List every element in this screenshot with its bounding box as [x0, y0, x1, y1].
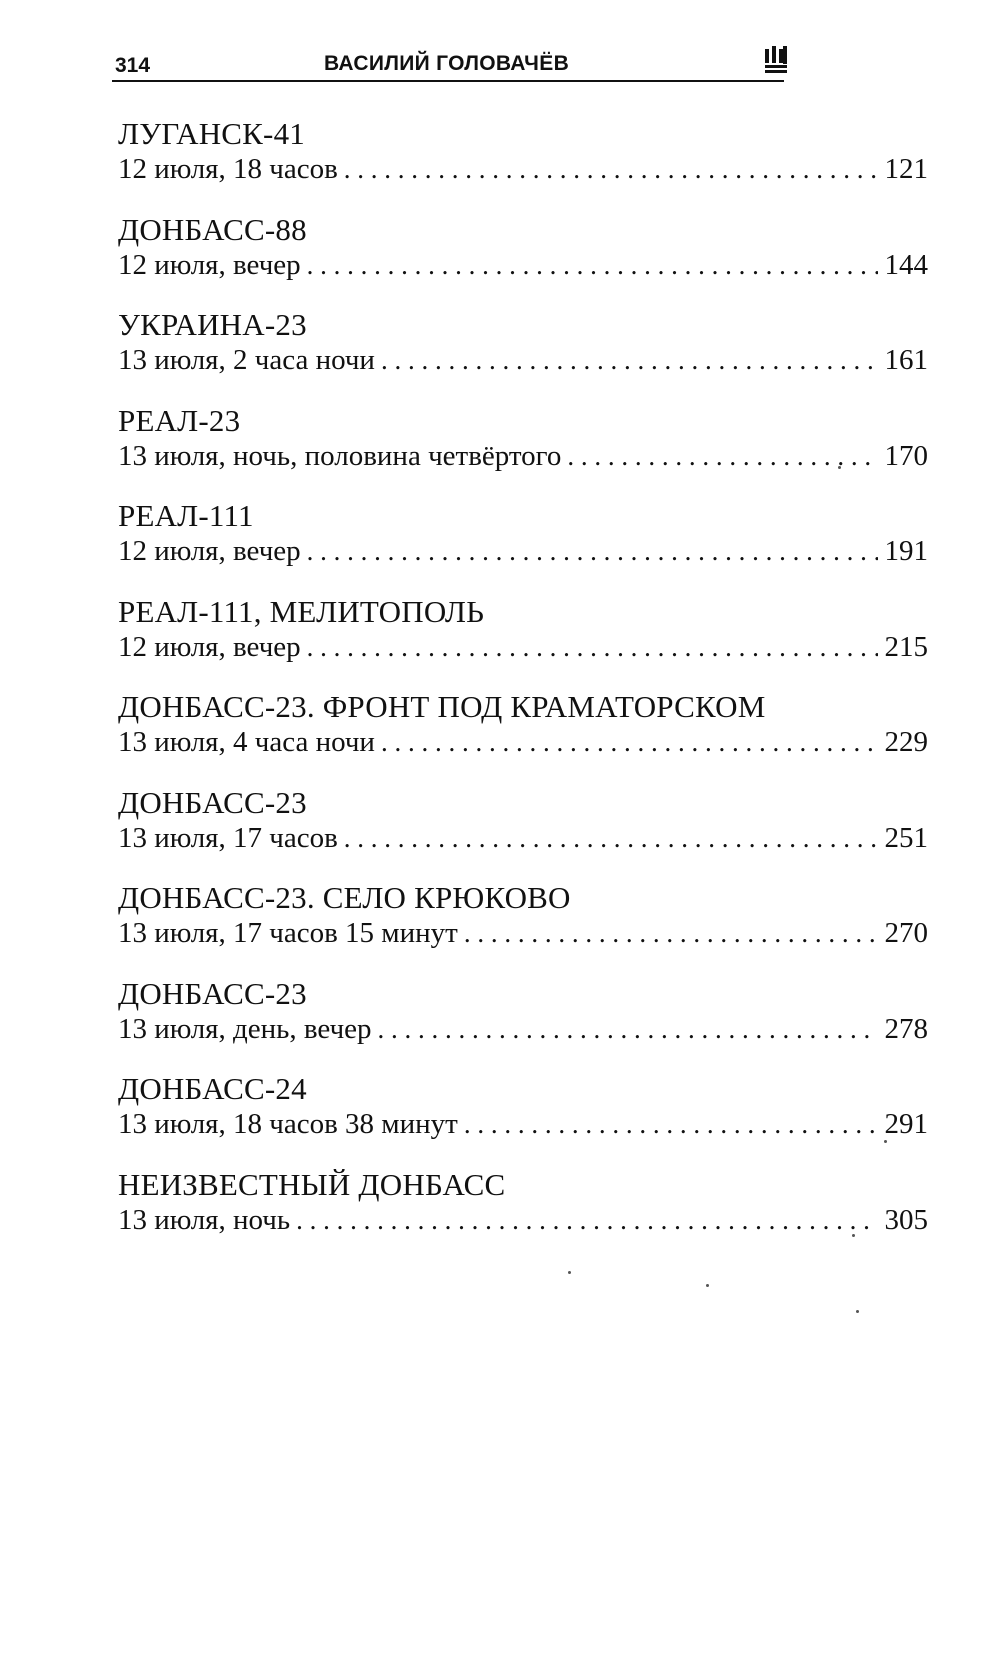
- toc-entry-line: [118, 248, 928, 283]
- toc-entry-subtitle: 12 июля, 18 часов: [118, 153, 338, 185]
- toc-entry: [118, 880, 928, 976]
- page-header: [112, 44, 784, 82]
- toc-entry-line: [118, 534, 928, 569]
- toc-entry-line: [118, 1203, 928, 1238]
- toc-entry: [118, 403, 928, 499]
- toc-entry-line: [118, 439, 928, 474]
- toc-entry-title: ДОНБАСС-88: [118, 211, 307, 247]
- toc-entry-page: 229: [884, 726, 928, 758]
- toc-entry-subtitle: 13 июля, 4 часа ночи: [118, 726, 375, 758]
- toc-entry: [118, 1071, 928, 1167]
- toc-entry-page: 278: [884, 1012, 928, 1045]
- toc-entry-subtitle: 13 июля, ночь: [118, 1203, 291, 1236]
- dot-leader: [344, 821, 878, 856]
- toc-entry-page: 305: [884, 1203, 928, 1236]
- toc-entry-line: [118, 152, 928, 187]
- toc-entry-page: 191: [884, 535, 928, 567]
- toc-entry-subtitle: 12 июля, вечер: [118, 248, 301, 281]
- toc-entry-title: ДОНБАСС-23: [118, 784, 307, 820]
- dot-leader: [464, 916, 878, 951]
- toc-entry-line: [118, 821, 928, 856]
- toc-entry-subtitle: 13 июля, ночь, половина четвёртого: [118, 439, 562, 472]
- dot-leader: [307, 630, 878, 665]
- toc-entry-title: РЕАЛ-111, МЕЛИТОПОЛЬ: [118, 593, 485, 629]
- toc-entry: [118, 785, 928, 881]
- dot-leader: [344, 152, 878, 187]
- toc-entry-subtitle: 13 июля, 17 часов 15 минут: [118, 917, 458, 949]
- toc-entry: [118, 116, 928, 212]
- dot-leader: [296, 1203, 878, 1238]
- print-speck: [838, 466, 841, 469]
- dot-leader: [307, 534, 878, 569]
- toc-entry-title: ДОНБАСС-23. ФРОНТ ПОД КРАМАТОРСКОМ: [118, 689, 766, 724]
- toc-entry-page: 270: [884, 917, 928, 949]
- toc-entry-page: 215: [884, 630, 928, 663]
- toc-entry-subtitle: 13 июля, 18 часов 38 минут: [118, 1108, 458, 1140]
- page-number: 314: [115, 54, 151, 77]
- toc-entry-line: [118, 1012, 928, 1047]
- toc-entry: [118, 976, 928, 1072]
- toc-entry-title: УКРАИНА-23: [118, 307, 307, 342]
- toc-entry-line: [118, 1107, 928, 1142]
- toc-entry-page: 251: [884, 821, 928, 854]
- toc-entry-page: 291: [884, 1108, 928, 1140]
- toc-entry-page: 170: [884, 439, 928, 472]
- toc-entry-line: [118, 343, 928, 378]
- print-speck: [884, 1140, 887, 1143]
- toc-entry-title: ЛУГАНСК-41: [118, 116, 305, 151]
- toc-entry-line: [118, 630, 928, 665]
- toc-entry-subtitle: 13 июля, 17 часов: [118, 821, 338, 854]
- toc-entry-line: [118, 916, 928, 951]
- dot-leader: [381, 725, 878, 760]
- toc-entry-title: РЕАЛ-111: [118, 498, 254, 533]
- dot-leader: [464, 1107, 878, 1142]
- toc-entry: [118, 498, 928, 594]
- dot-leader: [567, 439, 878, 474]
- print-speck: [852, 1234, 855, 1237]
- toc-entry: [118, 594, 928, 690]
- toc-entry: [118, 689, 928, 785]
- print-speck: [856, 1310, 859, 1313]
- dot-leader: [307, 248, 878, 283]
- print-speck: [568, 1271, 571, 1274]
- toc-entry-page: 144: [884, 248, 928, 281]
- toc-entry: [118, 1167, 928, 1263]
- toc-entry-title: ДОНБАСС-24: [118, 1071, 307, 1106]
- publisher-logo-icon: [764, 46, 788, 74]
- toc-entry-title: НЕИЗВЕСТНЫЙ ДОНБАСС: [118, 1166, 506, 1202]
- toc-entry-title: РЕАЛ-23: [118, 402, 241, 438]
- toc-entry-subtitle: 13 июля, день, вечер: [118, 1012, 372, 1045]
- toc-entry-page: 121: [884, 153, 928, 185]
- dot-leader: [381, 343, 878, 378]
- toc-entry: [118, 307, 928, 403]
- dot-leader: [378, 1012, 878, 1047]
- running-title: ВАСИЛИЙ ГОЛОВАЧЁВ: [324, 52, 570, 75]
- table-of-contents: [118, 116, 928, 1262]
- toc-entry-title: ДОНБАСС-23: [118, 975, 307, 1011]
- toc-entry-title: ДОНБАСС-23. СЕЛО КРЮКОВО: [118, 880, 571, 915]
- toc-entry-subtitle: 13 июля, 2 часа ночи: [118, 344, 375, 376]
- print-speck: [706, 1284, 709, 1287]
- toc-entry-subtitle: 12 июля, вечер: [118, 630, 301, 663]
- toc-entry-subtitle: 12 июля, вечер: [118, 535, 301, 567]
- toc-entry-line: [118, 725, 928, 760]
- toc-entry: [118, 212, 928, 308]
- toc-entry-page: 161: [884, 344, 928, 376]
